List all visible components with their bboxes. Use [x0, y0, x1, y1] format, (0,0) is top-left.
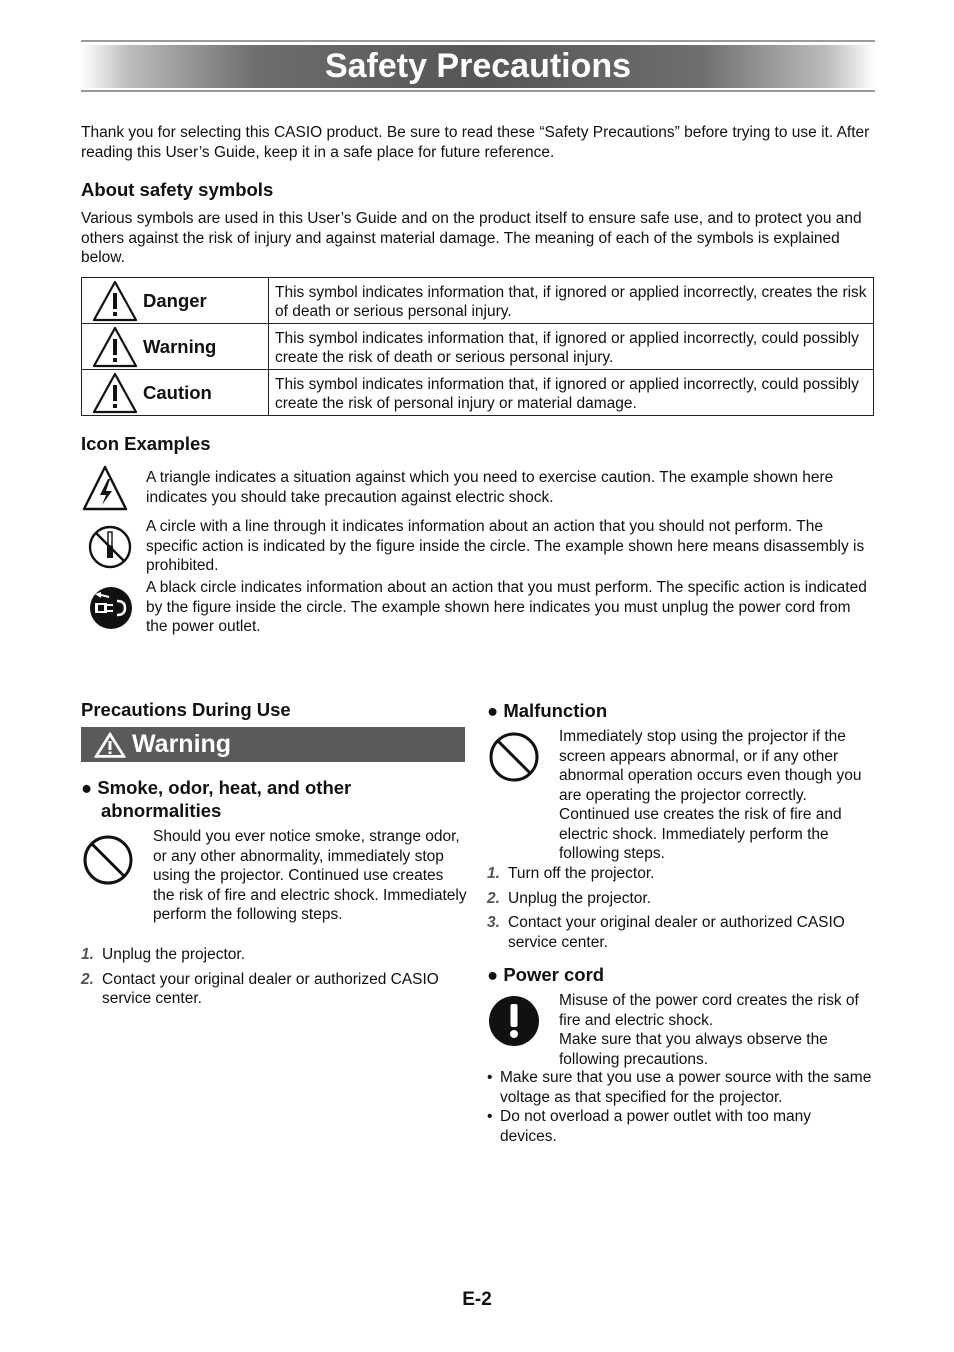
no-disassembly-icon: [81, 522, 137, 572]
warning-triangle-icon: [93, 731, 127, 759]
danger-description: This symbol indicates information that, if ignored or applied incorrectly, creates the risk of death or serious personal injury.: [269, 278, 874, 324]
electric-shock-triangle-icon: [81, 464, 137, 514]
power-cord-heading: ● Power cord: [487, 964, 605, 985]
top-rule: [81, 40, 875, 42]
list-item: 2. Unplug the projector.: [487, 889, 652, 907]
warning-description: This symbol indicates information that, if ignored or applied incorrectly, could possibly create the risk of death or serious personal injury.: [269, 324, 874, 370]
symbol-row-danger: [82, 278, 874, 324]
warning-triangle-icon: [92, 326, 138, 368]
warning-label: Warning: [143, 335, 217, 357]
intro-paragraph: Thank you for selecting this CASIO product. Be sure to read these “Safety Precautions” before trying to use it. After reading this User’s Guide, keep it in a safe place for future reference.: [81, 124, 870, 161]
title-banner: [81, 40, 875, 92]
about-symbols-text: Various symbols are used in this User’s Guide and on the product itself to ensure safe use, and to protect you and others against the risk of injury and against material damage. The meaning of each of the symbols is explained below.: [81, 210, 862, 266]
page-number: E-2: [462, 1289, 492, 1310]
about-symbols-heading: About safety symbols: [81, 179, 274, 200]
mandatory-exclamation-icon: [488, 995, 540, 1047]
smoke-steps: [81, 945, 466, 1009]
caution-label: Caution: [143, 381, 212, 403]
power-cord-text: Misuse of the power cord creates the risk of fire and electric shock. Make sure that you always observe the following precautions.: [559, 992, 859, 1068]
list-item: 1. Turn off the projector.: [487, 865, 655, 882]
power-cord-bullets: [487, 1068, 872, 1146]
symbol-row-warning: [82, 324, 874, 370]
icon-examples-heading: Icon Examples: [81, 433, 211, 454]
symbol-row-caution: [82, 370, 874, 416]
prohibited-icon: [488, 731, 540, 783]
smoke-text: Should you ever notice smoke, strange odor, or any other abnormality, immediately stop using the projector. Continued use creates the risk of fire and electric shock. Immediately perform the following steps.: [153, 828, 467, 923]
list-item: • Make sure that you use a power source with the same voltage as that specified for the projector.: [487, 1069, 872, 1106]
bottom-rule: [81, 90, 875, 92]
symbol-table: [81, 277, 874, 416]
warning-banner-label: Warning: [132, 730, 232, 758]
smoke-heading-line2: abnormalities: [101, 800, 222, 821]
list-item: 1. Unplug the projector.: [81, 946, 246, 963]
malfunction-heading: ● Malfunction: [487, 700, 608, 721]
smoke-heading: ● Smoke, odor, heat, and other abnormalities: [81, 776, 465, 822]
danger-triangle-icon: [92, 280, 138, 322]
malfunction-text: Immediately stop using the projector if the screen appears abnormal, or if any other abnormal operation occurs even though you are operating the projector correctly. Continued use creates the risk of fire and electric shock. Immediately perform the following steps.: [559, 728, 862, 862]
example-text-prohibited: A circle with a line through it indicates information about an action that you should not perform. The specific action is indicated by the figure inside the circle. The example shown here means disassembly is prohibited.: [146, 518, 865, 574]
unplug-icon: [81, 583, 137, 633]
precautions-heading: Precautions During Use: [81, 699, 291, 720]
caution-description: This symbol indicates information that, if ignored or applied incorrectly, could possibly create the risk of personal injury or material damage.: [269, 370, 874, 416]
example-text-triangle: A triangle indicates a situation against which you need to exercise caution. The example shown here indicates you should take precaution against electric shock.: [146, 469, 834, 506]
list-item: • Do not overload a power outlet with too many devices.: [487, 1108, 812, 1145]
danger-label: Danger: [143, 289, 207, 311]
prohibited-icon: [82, 834, 134, 886]
smoke-heading-line1: Smoke, odor, heat, and other: [97, 777, 352, 798]
caution-triangle-icon: [92, 372, 138, 414]
warning-banner: [81, 727, 465, 762]
page-title: Safety Precautions: [324, 47, 632, 85]
list-item: 2. Contact your original dealer or authorized CASIO service center.: [81, 970, 439, 1007]
malfunction-steps: [487, 864, 875, 952]
example-text-mandatory: A black circle indicates information about an action that you must perform. The specific action is indicated by the figure inside the circle. The example shown here indicates you must unplug the power cord from the power outlet.: [146, 579, 867, 635]
list-item: 3. Contact your original dealer or authorized CASIO service center.: [487, 914, 845, 951]
